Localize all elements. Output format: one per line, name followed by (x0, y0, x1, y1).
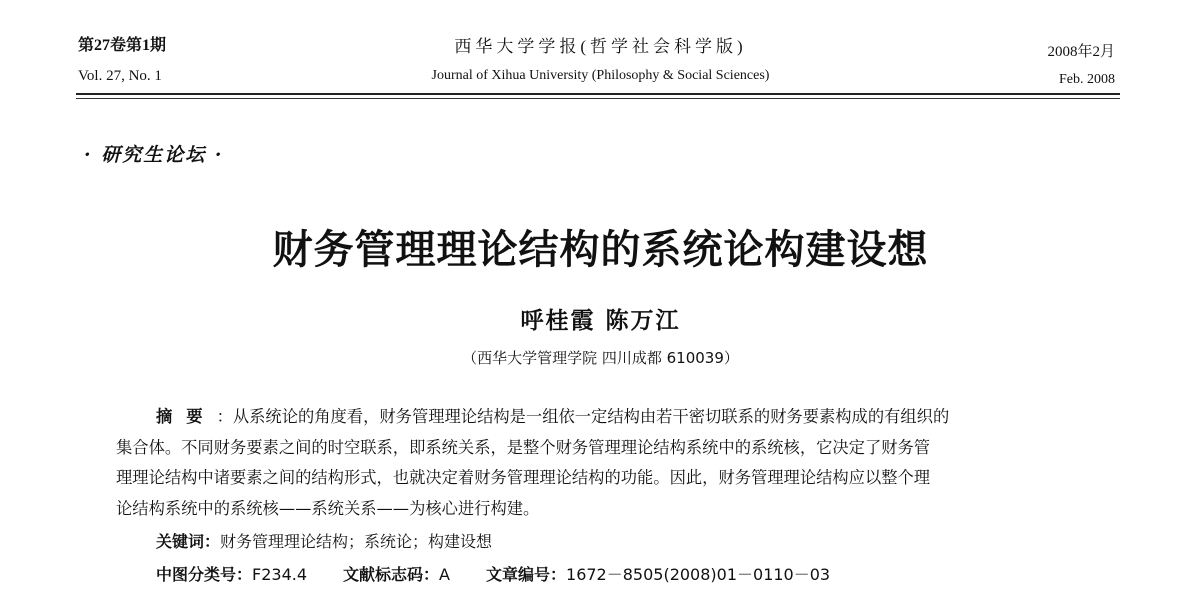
header-rule-thick (76, 93, 1120, 95)
article-number-label: 文章编号： (486, 565, 567, 584)
article-number-value: 1672－8505(2008)01－0110－03 (566, 565, 831, 584)
column-tag: · 研究生论坛 · (84, 144, 224, 166)
header-rule-thin (76, 98, 1120, 99)
classification-info (156, 562, 830, 585)
abstract (116, 402, 1082, 524)
keywords-value: 财务管理理论结构；系统论；构建设想 (220, 532, 493, 551)
keywords-label: 关键词： (156, 532, 221, 551)
article-title: 财务管理理论结构的系统论构建设想 (272, 227, 929, 273)
publication-date (1047, 40, 1115, 92)
author-affiliation: （西华大学管理学院 四川成都 610039） (462, 349, 739, 367)
journal-name-cn: 西华大学学报(哲学社会科学版) (454, 37, 747, 56)
journal-name (0, 34, 1201, 88)
clc-value: F234.4 (252, 565, 308, 584)
keywords (156, 529, 492, 552)
abstract-line: 论结构系统中的系统核——系统关系——为核心进行构建。 (116, 498, 540, 518)
abstract-line: 理理论结构中诸要素之间的结构形式，也就决定着财务管理理论结构的功能。因此，财务管理理论结构应以整个理 (116, 468, 931, 487)
abstract-text: ：从系统论的角度看，财务管理理论结构是一组依一定结构由若干密切联系的财务要素构成的有组织的 (216, 407, 950, 426)
doc-code-label: 文献标志码： (343, 565, 440, 584)
volume-cn: 第27卷第1期 (78, 37, 167, 54)
doc-code-value: A (439, 565, 450, 584)
abstract-line (116, 402, 1082, 433)
article-authors: 呼桂霞 陈万江 (520, 308, 681, 334)
date-cn: 2008年2月 (1047, 44, 1115, 60)
abstract-label: 摘要 (156, 407, 217, 426)
clc-label: 中图分类号： (156, 565, 253, 584)
date-en: Feb. 2008 (1059, 72, 1115, 87)
abstract-line: 集合体。不同财务要素之间的时空联系，即系统关系，是整个财务管理理论结构系统中的系统核，它决定了财务管 (116, 437, 931, 457)
journal-name-en: Journal of Xihua University (Philosophy & Social Sciences) (431, 68, 770, 83)
volume-en: Vol. 27, No. 1 (78, 68, 162, 84)
